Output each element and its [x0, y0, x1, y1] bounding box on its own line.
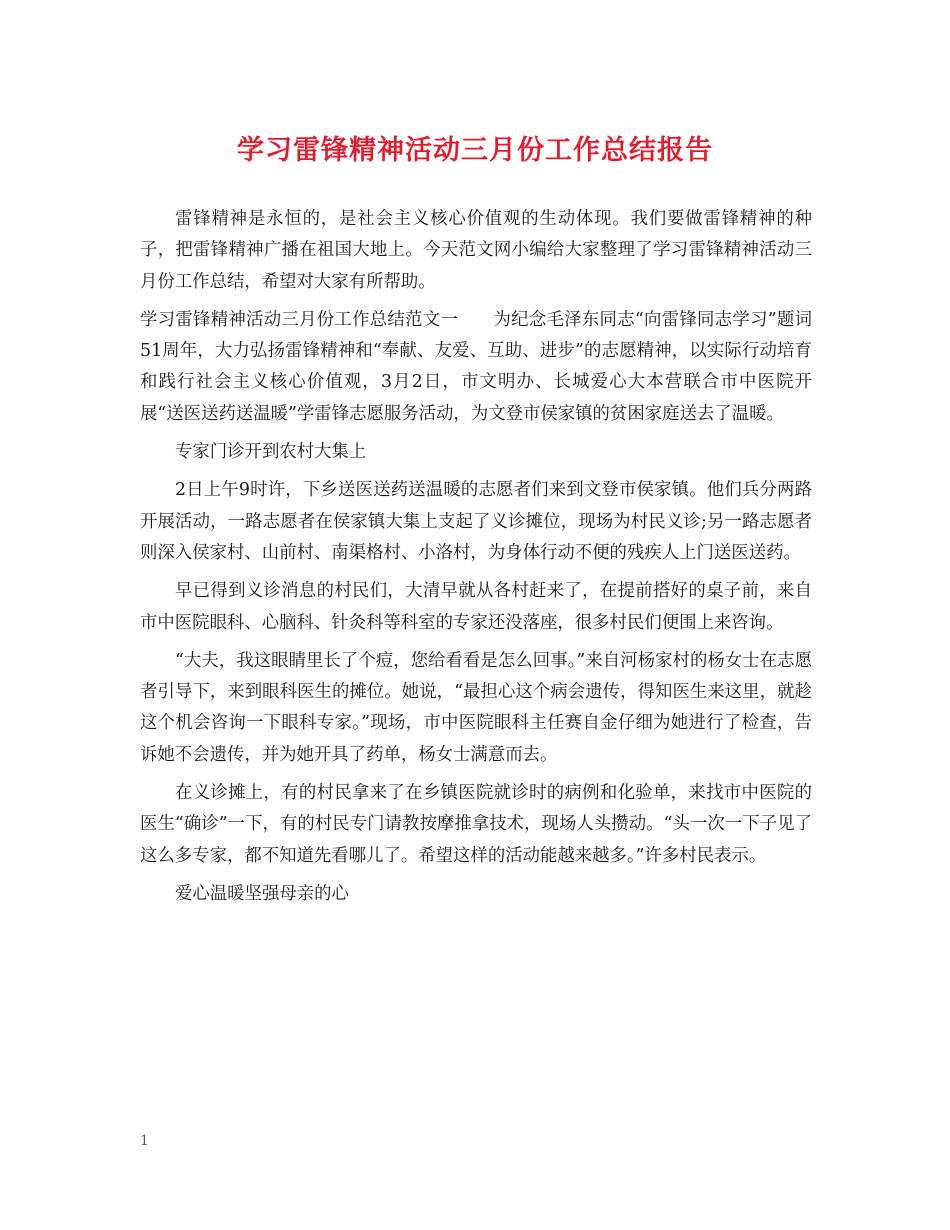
paragraph-intro: 雷锋精神是永恒的，是社会主义核心价值观的生动体现。我们要做雷锋精神的种子，把雷锋精神广播在祖国大地上。今天范文网小编给大家整理了学习雷锋精神活动三月份工作总结，希望对大家有所帮助。 [140, 209, 812, 292]
document-title: 学习雷锋精神活动三月份工作总结报告 [237, 135, 713, 166]
paragraph-villagers-consult: 早已得到义诊消息的村民们，大清早就从各村赶来了，在提前搭好的桌子前，来自市中医院眼科、心脑科、针灸科等科室的专家还没落座，很多村民们便围上来咨询。 [140, 581, 812, 633]
paragraph-clinic-scene: 在义诊摊上，有的村民拿来了在乡镇医院就诊时的病例和化验单，来找市中医院的医生“确诊”一下，有的村民专门请教按摩推拿技术，现场人头攒动。“头一次一下子见了这么多专家，都不知道先看哪儿了。希望这样的活动能越来越多。”许多村民表示。 [140, 783, 812, 866]
paragraph-ms-yang: “大夫，我这眼睛里长了个痘，您给看看是怎么回事。”来自河杨家村的杨女士在志愿者引导下，来到眼科医生的摊位。她说，“最担心这个病会遗传，得知医生来这里，就趁这个机会咨询一下眼科专家。”现场，市中医院眼科主任赛自金仔细为她进行了检查，告诉她不会遗传，并为她开具了药单，杨女士满意而去。 [140, 650, 812, 765]
document-body [140, 204, 812, 917]
section-heading-expert-clinic: 专家门诊开到农村大集上 [175, 442, 367, 463]
section-heading-strong-mother: 爱心温暖坚强母亲的心 [175, 883, 349, 904]
paragraph-sample-one: 学习雷锋精神活动三月份工作总结范文一 为纪念毛泽东同志“向雷锋同志学习”题词51周年，大力弘扬雷锋精神和“奉献、友爱、互助、进步”的志愿精神，以实际行动培育和践行社会主义核心价值观，3月2日，市文明办、长城爱心大本营联合市中医院开展“送医送药送温暖”学雷锋志愿服务活动，为文登市侯家镇的贫困家庭送去了温暖。 [140, 309, 812, 424]
paragraph-volunteers-arrive: 2日上午9时许，下乡送医送药送温暖的志愿者们来到文登市侯家镇。他们兵分两路开展活动，一路志愿者在侯家镇大集上支起了义诊摊位，现场为村民义诊;另一路志愿者则深入侯家村、山前村、南渠格村、小洛村，为身体行动不便的残疾人上门送医送药。 [140, 480, 812, 563]
page-number: 1 [140, 1133, 149, 1149]
